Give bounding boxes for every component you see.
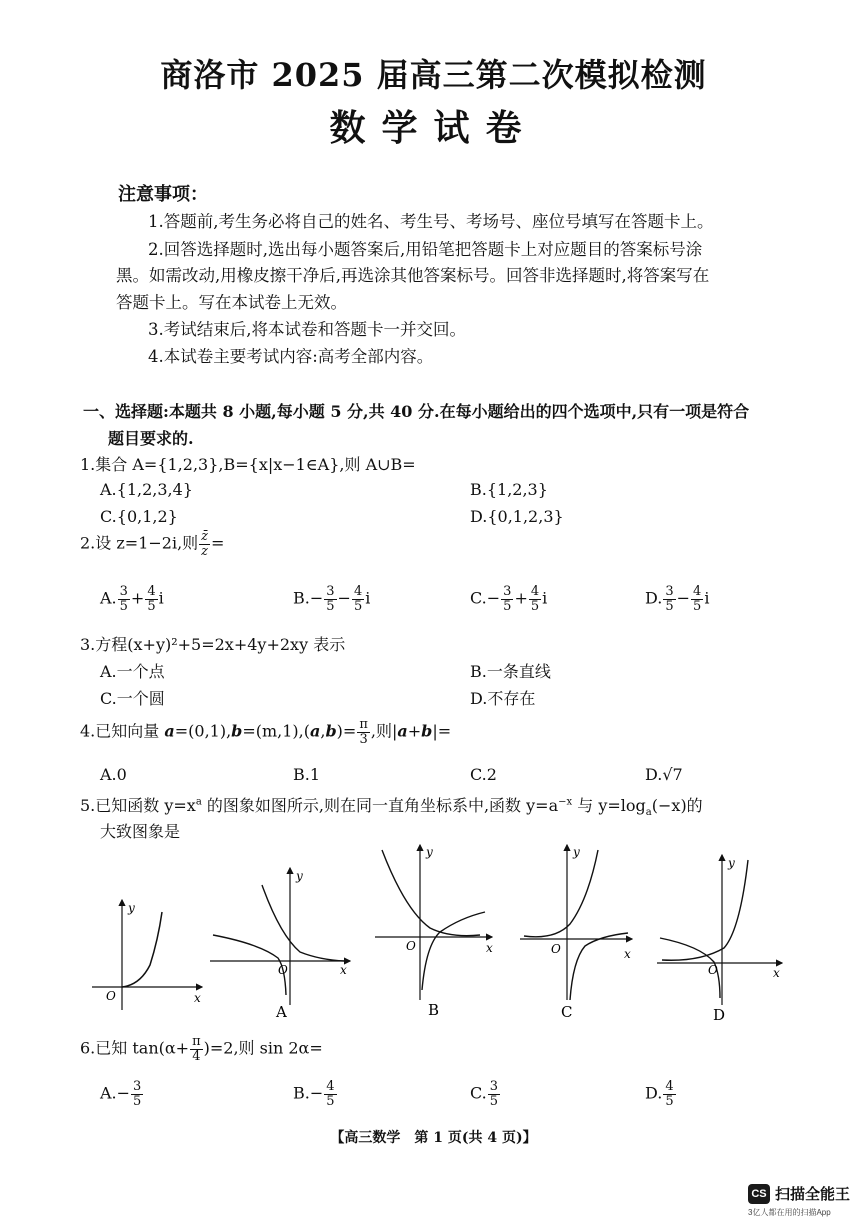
vector-b: b <box>325 721 337 741</box>
curve-power <box>122 912 162 987</box>
graph-b <box>375 845 493 1019</box>
fraction-numerator: 3 <box>503 584 512 599</box>
option-suffix: i <box>158 588 164 608</box>
question-6-stem <box>80 1035 323 1063</box>
option-fraction <box>663 1080 675 1108</box>
y-axis-label: y <box>426 845 433 859</box>
question-5-stem-line-2: 大致图象是 <box>100 822 181 841</box>
question-1-option-b: B.{1,2,3} <box>470 480 548 499</box>
option-prefix: D. <box>645 1083 663 1103</box>
fraction-denominator: 3 <box>359 731 368 747</box>
notes-item-3: 3.考试结束后,将本试卷和答题卡一并交回。 <box>148 320 466 339</box>
option-fraction <box>691 585 703 613</box>
fraction-numerator: π <box>192 1034 201 1049</box>
question-4-option-a: A.0 <box>100 765 127 784</box>
curve-exp <box>662 860 748 960</box>
stem-text: 4.已知向量 <box>80 721 165 741</box>
curve-exp <box>524 850 598 937</box>
fraction-numerator: 3 <box>489 1079 499 1094</box>
curve-log <box>422 912 485 990</box>
superscript: −x <box>558 796 573 808</box>
x-axis-label: x <box>194 991 201 1005</box>
fraction-numerator: 4 <box>147 584 156 599</box>
question-2-option-d <box>645 585 709 613</box>
option-operator: − <box>676 588 691 608</box>
fraction-denominator: 5 <box>133 1093 142 1109</box>
option-fraction <box>488 1080 500 1108</box>
option-fraction <box>529 585 541 613</box>
reference-graph <box>92 900 202 1010</box>
scanner-name: 扫描全能王 <box>775 1186 851 1203</box>
question-5-graphs <box>0 840 867 1030</box>
option-fraction <box>352 585 364 613</box>
curve-log <box>213 935 286 995</box>
fraction-numerator: 4 <box>693 584 702 599</box>
section-header-line-1: 一、选择题:本题共 8 小题,每小题 5 分,共 40 分.在每小题给出的四个选项中,只有一项是符合 <box>83 402 750 421</box>
fraction-denominator: 5 <box>119 598 128 614</box>
question-3-option-b: B.一条直线 <box>470 662 551 681</box>
option-suffix: i <box>365 588 371 608</box>
option-suffix: i <box>704 588 710 608</box>
option-fraction <box>501 585 513 613</box>
option-prefix: C.− <box>470 588 501 608</box>
option-prefix: C. <box>470 1083 487 1103</box>
fraction-numerator: π <box>359 717 368 732</box>
superscript: a <box>195 796 202 808</box>
y-axis-label: y <box>728 856 735 870</box>
stem-text: ,则| <box>370 721 398 741</box>
stem-text: =(0,1), <box>174 721 232 741</box>
notes-item-2-line-2: 黑。如需改动,用橡皮擦干净后,再选涂其他答案标号。回答非选择题时,将答案写在 <box>116 266 710 285</box>
page-footer: 【高三数学 第 1 页(共 4 页)】 <box>330 1130 537 1146</box>
x-axis-label: x <box>486 941 493 955</box>
fraction-numerator: 4 <box>665 1079 674 1094</box>
origin-label: O <box>551 942 561 956</box>
question-1-stem: 1.集合 A={1,2,3},B={x|x−1∈A},则 A∪B= <box>80 455 416 474</box>
option-prefix: B.− <box>293 1083 324 1103</box>
question-2-fraction-denominator: z <box>201 543 209 559</box>
vector-a: a <box>164 721 175 741</box>
question-1-option-d: D.{0,1,2,3} <box>470 507 564 526</box>
option-fraction <box>118 585 130 613</box>
fraction-denominator: 5 <box>665 598 674 614</box>
origin-label: O <box>406 939 416 953</box>
question-3-option-a: A.一个点 <box>100 662 165 681</box>
option-fraction <box>145 585 157 613</box>
graph-b-label: B <box>428 1001 440 1019</box>
question-2-option-a <box>100 585 164 613</box>
fraction-numerator: 4 <box>353 584 363 599</box>
question-4-option-c: C.2 <box>470 765 497 784</box>
notes-item-1: 1.答题前,考生务必将自己的姓名、考生号、考场号、座位号填写在答题卡上。 <box>148 212 714 231</box>
question-5-stem-line-1 <box>80 793 703 818</box>
question-6-fraction <box>190 1035 203 1063</box>
y-axis-label: y <box>128 901 135 915</box>
option-prefix: D. <box>645 588 663 608</box>
fraction-denominator: 5 <box>530 598 540 614</box>
stem-text: + <box>407 721 422 741</box>
vector-a: a <box>310 721 321 741</box>
stem-text: 5.已知函数 y=x <box>80 796 196 815</box>
option-prefix: A.− <box>100 1083 131 1103</box>
option-suffix: i <box>542 588 548 608</box>
scanner-watermark <box>748 1180 851 1217</box>
y-axis-label: y <box>573 845 580 859</box>
stem-text: 与 y=log <box>572 796 646 815</box>
question-3-option-d: D.不存在 <box>470 689 536 708</box>
option-fraction <box>663 585 675 613</box>
option-fraction <box>324 1080 336 1108</box>
graph-a <box>210 868 350 1021</box>
graph-d <box>657 855 782 1024</box>
question-3-option-c: C.一个圆 <box>100 689 165 708</box>
y-axis-label: y <box>296 869 303 883</box>
option-operator: + <box>130 588 145 608</box>
stem-text: 6.已知 tan(α+ <box>80 1038 190 1058</box>
graph-d-label: D <box>713 1006 726 1024</box>
scanner-logo: CS <box>748 1184 770 1204</box>
origin-label: O <box>708 963 718 977</box>
question-4-stem <box>80 718 451 746</box>
vector-a: a <box>397 721 408 741</box>
fraction-denominator: 4 <box>192 1048 201 1064</box>
question-6-option-c <box>470 1080 501 1108</box>
question-4-option-b: B.1 <box>293 765 321 784</box>
fraction-denominator: 5 <box>489 1093 499 1109</box>
stem-text: =(m,1),( <box>242 721 310 741</box>
fraction-denominator: 5 <box>665 1093 674 1109</box>
stem-text: |= <box>432 721 452 741</box>
fraction-numerator: 4 <box>326 1079 335 1094</box>
question-2-fraction <box>199 530 210 558</box>
x-axis-label: x <box>340 963 347 977</box>
question-4-option-d: D.√7 <box>645 765 683 784</box>
graph-c-label: C <box>561 1003 573 1021</box>
question-6-option-a <box>100 1080 144 1108</box>
curve-log <box>570 933 628 1000</box>
stem-text: (−x)的 <box>651 796 703 815</box>
vector-b: b <box>231 721 243 741</box>
fraction-denominator: 5 <box>147 598 156 614</box>
question-2-stem-suffix: = <box>211 533 225 553</box>
fraction-numerator: 3 <box>119 584 128 599</box>
curve-exp <box>262 885 345 961</box>
stem-text: )=2,则 sin 2α= <box>203 1038 323 1058</box>
question-2-fraction-numerator: z̄ <box>201 529 209 544</box>
question-1-option-c: C.{0,1,2} <box>100 507 178 526</box>
curve-exp <box>382 850 480 936</box>
option-fraction <box>324 585 336 613</box>
x-axis-label: x <box>773 966 780 980</box>
fraction-numerator: 3 <box>665 584 674 599</box>
notes-title: 注意事项： <box>118 184 208 205</box>
option-operator: + <box>514 588 528 608</box>
option-prefix: B.− <box>293 588 324 608</box>
fraction-numerator: 3 <box>326 584 335 599</box>
fraction-denominator: 5 <box>326 1093 335 1109</box>
fraction-denominator: 5 <box>503 598 512 614</box>
fraction-numerator: 4 <box>530 584 540 599</box>
fraction-denominator: 5 <box>353 598 363 614</box>
question-1-option-a: A.{1,2,3,4} <box>100 480 193 499</box>
question-2-stem <box>80 530 224 558</box>
option-prefix: A. <box>100 588 117 608</box>
stem-text: , <box>320 721 326 741</box>
fraction-denominator: 5 <box>326 598 335 614</box>
subscript: a <box>645 807 652 819</box>
notes-item-2-line-1: 2.回答选择题时,选出每小题答案后,用铅笔把答题卡上对应题目的答案标号涂 <box>148 240 703 259</box>
question-4-fraction <box>357 718 370 746</box>
question-2-option-b <box>293 585 370 613</box>
question-2-option-c <box>470 585 547 613</box>
section-header-line-2: 题目要求的. <box>108 429 194 448</box>
origin-label: O <box>278 963 288 977</box>
option-operator: − <box>337 588 351 608</box>
graph-a-label: A <box>276 1003 287 1021</box>
exam-subtitle: 数学试卷 <box>329 107 538 149</box>
notes-item-2-line-3: 答题卡上。写在本试卷上无效。 <box>116 293 347 312</box>
exam-title: 商洛市 2025 届高三第二次模拟检测 <box>160 56 707 94</box>
question-3-stem: 3.方程(x+y)²+5=2x+4y+2xy 表示 <box>80 635 346 654</box>
vector-b: b <box>421 721 433 741</box>
fraction-numerator: 3 <box>133 1079 142 1094</box>
notes-item-4: 4.本试卷主要考试内容:高考全部内容。 <box>148 347 434 366</box>
question-2-stem-prefix: 2.设 z=1−2i,则 <box>80 533 199 553</box>
option-fraction <box>131 1080 143 1108</box>
graph-c <box>520 845 632 1021</box>
fraction-denominator: 5 <box>693 598 702 614</box>
stem-text: 的图象如图所示,则在同一直角坐标系中,函数 y=a <box>201 796 559 815</box>
x-axis-label: x <box>624 947 631 961</box>
question-6-option-d <box>645 1080 677 1108</box>
origin-label: O <box>106 989 116 1003</box>
scanner-tagline: 3亿人都在用的扫描App <box>748 1208 831 1217</box>
question-6-option-b <box>293 1080 338 1108</box>
stem-text: )= <box>336 721 357 741</box>
